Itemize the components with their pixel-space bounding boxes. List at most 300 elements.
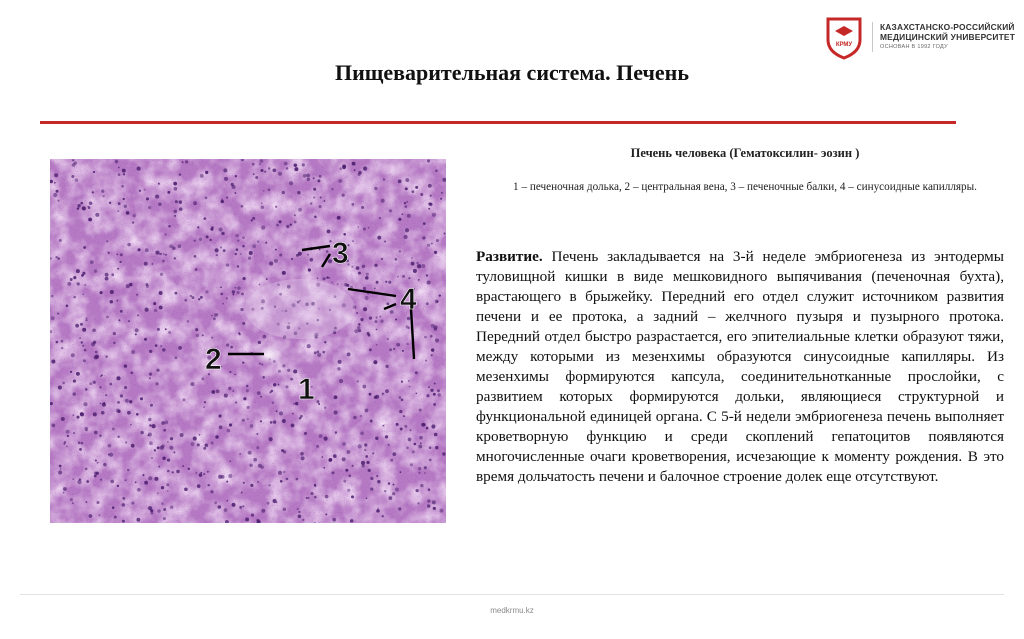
nucleus bbox=[149, 424, 151, 426]
nucleus bbox=[243, 277, 246, 280]
nucleus bbox=[111, 273, 114, 276]
footer-divider bbox=[20, 594, 1004, 595]
nucleus bbox=[410, 429, 412, 431]
nucleus bbox=[103, 402, 105, 404]
nucleus bbox=[175, 200, 178, 203]
nucleus bbox=[203, 473, 205, 475]
nucleus bbox=[127, 243, 131, 247]
nucleus bbox=[433, 507, 436, 510]
nucleus bbox=[124, 364, 127, 367]
nucleus bbox=[165, 328, 167, 330]
nucleus bbox=[144, 481, 148, 485]
nucleus bbox=[276, 501, 278, 503]
nucleus bbox=[205, 197, 208, 200]
nucleus bbox=[163, 429, 166, 432]
nucleus bbox=[425, 360, 427, 362]
nucleus bbox=[137, 167, 141, 171]
nucleus bbox=[167, 191, 170, 194]
nucleus bbox=[108, 444, 112, 448]
nucleus bbox=[220, 286, 222, 288]
nucleus bbox=[282, 191, 285, 194]
nucleus bbox=[415, 392, 417, 394]
nucleus bbox=[276, 224, 279, 227]
nucleus bbox=[339, 379, 343, 383]
nucleus bbox=[174, 210, 177, 213]
nucleus bbox=[429, 446, 432, 449]
nucleus bbox=[157, 492, 159, 494]
nucleus bbox=[155, 251, 159, 255]
nucleus bbox=[442, 452, 445, 455]
nucleus bbox=[112, 506, 115, 509]
nucleus bbox=[328, 277, 330, 279]
nucleus bbox=[415, 186, 418, 189]
nucleus bbox=[195, 268, 198, 271]
nucleus bbox=[405, 178, 409, 182]
nucleus bbox=[58, 385, 62, 389]
nucleus bbox=[338, 179, 342, 183]
nucleus bbox=[417, 502, 419, 504]
nucleus bbox=[118, 202, 121, 205]
nucleus bbox=[261, 226, 265, 230]
nucleus bbox=[129, 283, 132, 286]
nucleus bbox=[257, 481, 259, 483]
nucleus bbox=[218, 414, 221, 417]
nucleus bbox=[223, 249, 226, 252]
nucleus bbox=[334, 395, 338, 399]
nucleus bbox=[298, 514, 302, 518]
nucleus bbox=[61, 417, 65, 421]
nucleus bbox=[268, 167, 270, 169]
nucleus bbox=[369, 316, 372, 319]
nucleus bbox=[283, 471, 285, 473]
nucleus bbox=[342, 166, 345, 169]
nucleus bbox=[178, 244, 182, 248]
nucleus bbox=[203, 217, 206, 220]
nucleus bbox=[386, 302, 389, 305]
nucleus bbox=[117, 436, 119, 438]
nucleus bbox=[319, 205, 322, 208]
nucleus bbox=[242, 505, 244, 507]
tissue-texture bbox=[50, 159, 446, 523]
nucleus bbox=[70, 371, 72, 373]
nucleus bbox=[253, 458, 257, 462]
nucleus bbox=[363, 167, 367, 171]
nucleus bbox=[436, 239, 439, 242]
nucleus bbox=[429, 458, 432, 461]
nucleus bbox=[297, 191, 300, 194]
nucleus bbox=[66, 304, 69, 307]
nucleus bbox=[342, 442, 346, 446]
nucleus bbox=[374, 288, 376, 290]
nucleus bbox=[121, 503, 125, 507]
nucleus bbox=[245, 518, 249, 522]
nucleus bbox=[142, 474, 144, 476]
nucleus bbox=[431, 243, 433, 245]
nucleus bbox=[165, 254, 167, 256]
nucleus bbox=[414, 443, 417, 446]
nucleus bbox=[216, 254, 218, 256]
nucleus bbox=[85, 468, 88, 471]
nucleus bbox=[380, 320, 383, 323]
nucleus bbox=[93, 381, 96, 384]
nucleus bbox=[412, 190, 415, 193]
nucleus bbox=[75, 178, 79, 182]
nucleus bbox=[272, 168, 276, 172]
nucleus bbox=[199, 434, 201, 436]
nucleus bbox=[424, 336, 427, 339]
nucleus bbox=[440, 198, 442, 200]
nucleus bbox=[366, 497, 368, 499]
nucleus bbox=[174, 215, 176, 217]
nucleus bbox=[334, 410, 338, 414]
nucleus bbox=[88, 218, 92, 222]
nucleus bbox=[159, 306, 163, 310]
figure-legend: 1 – печеночная долька, 2 – центральная вена, 3 – печеночные балки, 4 – синусоидные капилляры. bbox=[513, 181, 977, 193]
nucleus bbox=[81, 442, 83, 444]
nucleus bbox=[261, 202, 263, 204]
nucleus bbox=[353, 416, 356, 419]
nucleus bbox=[411, 262, 415, 266]
nucleus bbox=[214, 501, 217, 504]
nucleus bbox=[395, 488, 399, 492]
nucleus bbox=[358, 323, 360, 325]
nucleus bbox=[381, 199, 385, 203]
nucleus bbox=[347, 450, 351, 454]
nucleus bbox=[51, 316, 55, 320]
nucleus bbox=[139, 190, 141, 192]
nucleus bbox=[259, 284, 261, 286]
nucleus bbox=[248, 257, 251, 260]
nucleus bbox=[229, 423, 232, 426]
nucleus bbox=[135, 481, 137, 483]
nucleus bbox=[435, 338, 439, 342]
nucleus bbox=[307, 254, 309, 256]
nucleus bbox=[417, 264, 421, 268]
nucleus bbox=[294, 214, 296, 216]
nucleus bbox=[105, 394, 107, 396]
nucleus bbox=[148, 418, 151, 421]
nucleus bbox=[200, 472, 202, 474]
nucleus bbox=[215, 435, 218, 438]
nucleus bbox=[150, 404, 153, 407]
nucleus bbox=[317, 179, 320, 182]
nucleus bbox=[255, 176, 258, 179]
nucleus bbox=[377, 508, 379, 510]
nucleus bbox=[427, 280, 431, 284]
nucleus bbox=[167, 490, 169, 492]
nucleus bbox=[89, 514, 93, 518]
nucleus bbox=[112, 428, 115, 431]
nucleus bbox=[304, 432, 307, 435]
nucleus bbox=[73, 392, 76, 395]
nucleus bbox=[220, 247, 222, 249]
university-name-line2: МЕДИЦИНСКИЙ УНИВЕРСИТЕТ bbox=[880, 32, 1016, 42]
nucleus bbox=[72, 414, 74, 416]
nucleus bbox=[407, 214, 411, 218]
nucleus bbox=[352, 240, 354, 242]
nucleus bbox=[266, 502, 269, 505]
nucleus bbox=[299, 417, 302, 420]
nucleus bbox=[166, 483, 169, 486]
nucleus bbox=[205, 171, 208, 174]
nucleus bbox=[403, 415, 405, 417]
nucleus bbox=[325, 495, 329, 499]
nucleus bbox=[188, 468, 190, 470]
nucleus bbox=[316, 445, 319, 448]
nucleus bbox=[70, 498, 73, 501]
nucleus bbox=[265, 242, 267, 244]
nucleus bbox=[266, 278, 268, 280]
nucleus bbox=[243, 482, 245, 484]
nucleus bbox=[54, 173, 58, 177]
university-crest-icon bbox=[824, 16, 864, 60]
nucleus bbox=[251, 514, 254, 517]
nucleus bbox=[199, 473, 203, 477]
nucleus bbox=[93, 341, 96, 344]
figure-label-2: 2 bbox=[205, 343, 222, 376]
nucleus bbox=[405, 228, 409, 232]
nucleus bbox=[278, 370, 281, 373]
nucleus bbox=[287, 369, 290, 372]
nucleus bbox=[92, 328, 96, 332]
nucleus bbox=[160, 345, 162, 347]
nucleus bbox=[136, 413, 139, 416]
nucleus bbox=[272, 402, 275, 405]
nucleus bbox=[278, 172, 282, 176]
nucleus bbox=[307, 497, 309, 499]
nucleus bbox=[170, 437, 173, 440]
nucleus bbox=[365, 455, 368, 458]
nucleus bbox=[161, 486, 164, 489]
nucleus bbox=[385, 435, 388, 438]
nucleus bbox=[66, 445, 68, 447]
nucleus bbox=[369, 349, 372, 352]
nucleus bbox=[224, 508, 228, 512]
nucleus bbox=[146, 285, 149, 288]
nucleus bbox=[211, 390, 215, 394]
nucleus bbox=[148, 476, 152, 480]
nucleus bbox=[149, 441, 153, 445]
nucleus bbox=[194, 239, 196, 241]
nucleus bbox=[302, 163, 305, 166]
nucleus bbox=[226, 343, 229, 346]
nucleus bbox=[439, 294, 441, 296]
nucleus bbox=[162, 260, 165, 263]
nucleus bbox=[253, 173, 255, 175]
nucleus bbox=[156, 382, 159, 385]
nucleus bbox=[388, 444, 390, 446]
nucleus bbox=[197, 226, 199, 228]
nucleus bbox=[273, 420, 276, 423]
nucleus bbox=[206, 235, 209, 238]
nucleus bbox=[404, 205, 407, 208]
nucleus bbox=[393, 484, 395, 486]
nucleus bbox=[200, 296, 203, 299]
nucleus bbox=[375, 395, 379, 399]
nucleus bbox=[259, 163, 261, 165]
nucleus bbox=[73, 296, 75, 298]
nucleus bbox=[99, 386, 101, 388]
nucleus bbox=[198, 298, 200, 300]
nucleus bbox=[76, 269, 80, 273]
nucleus bbox=[366, 273, 369, 276]
nucleus bbox=[294, 167, 298, 171]
nucleus bbox=[396, 423, 399, 426]
nucleus bbox=[298, 252, 302, 256]
nucleus bbox=[389, 209, 392, 212]
nucleus bbox=[157, 328, 160, 331]
nucleus bbox=[368, 469, 371, 472]
nucleus bbox=[96, 356, 98, 358]
nucleus bbox=[332, 518, 336, 522]
nucleus bbox=[384, 240, 386, 242]
nucleus bbox=[84, 349, 87, 352]
nucleus bbox=[424, 466, 427, 469]
nucleus bbox=[86, 480, 89, 483]
nucleus bbox=[251, 219, 253, 221]
nucleus bbox=[219, 425, 223, 429]
nucleus bbox=[376, 344, 378, 346]
nucleus bbox=[270, 421, 273, 424]
nucleus bbox=[242, 245, 244, 247]
body-paragraph bbox=[476, 247, 1004, 487]
nucleus bbox=[173, 182, 177, 186]
nucleus bbox=[151, 457, 153, 459]
nucleus bbox=[427, 499, 430, 502]
nucleus bbox=[363, 227, 366, 230]
nucleus bbox=[351, 203, 354, 206]
nucleus bbox=[375, 316, 377, 318]
nucleus bbox=[438, 393, 441, 396]
nucleus bbox=[348, 475, 351, 478]
nucleus bbox=[237, 265, 239, 267]
nucleus bbox=[84, 284, 86, 286]
nucleus bbox=[155, 195, 159, 199]
nucleus bbox=[388, 496, 392, 500]
nucleus bbox=[148, 434, 150, 436]
nucleus bbox=[72, 478, 74, 480]
nucleus bbox=[434, 251, 437, 254]
nucleus bbox=[249, 464, 253, 468]
nucleus bbox=[401, 381, 403, 383]
nucleus bbox=[234, 287, 236, 289]
nucleus bbox=[433, 393, 436, 396]
nucleus bbox=[291, 258, 293, 260]
nucleus bbox=[63, 487, 67, 491]
nucleus bbox=[179, 200, 182, 203]
nucleus bbox=[379, 316, 381, 318]
nucleus bbox=[260, 420, 262, 422]
nucleus bbox=[307, 344, 311, 348]
nucleus bbox=[105, 277, 109, 281]
nucleus bbox=[317, 277, 319, 279]
nucleus bbox=[106, 240, 108, 242]
nucleus bbox=[109, 383, 112, 386]
nucleus bbox=[406, 201, 408, 203]
nucleus bbox=[431, 424, 435, 428]
nucleus bbox=[174, 292, 177, 295]
nucleus bbox=[156, 369, 159, 372]
nucleus bbox=[63, 492, 65, 494]
nucleus bbox=[314, 496, 317, 499]
nucleus bbox=[126, 211, 130, 215]
nucleus bbox=[213, 317, 216, 320]
nucleus bbox=[80, 412, 84, 416]
body-lead: Развитие. bbox=[476, 248, 543, 265]
nucleus bbox=[161, 502, 164, 505]
nucleus bbox=[242, 236, 245, 239]
nucleus bbox=[324, 407, 326, 409]
nucleus bbox=[278, 471, 282, 475]
nucleus bbox=[125, 441, 127, 443]
nucleus bbox=[73, 276, 76, 279]
nucleus bbox=[236, 248, 239, 251]
nucleus bbox=[374, 320, 377, 323]
nucleus bbox=[113, 332, 116, 335]
nucleus bbox=[117, 401, 120, 404]
nucleus bbox=[174, 187, 178, 191]
nucleus bbox=[354, 169, 356, 171]
nucleus bbox=[118, 319, 120, 321]
nucleus bbox=[376, 281, 379, 284]
nucleus bbox=[195, 328, 198, 331]
nucleus bbox=[60, 468, 62, 470]
nucleus bbox=[356, 312, 358, 314]
nucleus bbox=[197, 443, 200, 446]
nucleus bbox=[235, 401, 237, 403]
nucleus bbox=[145, 308, 149, 312]
nucleus bbox=[381, 258, 383, 260]
nucleus bbox=[259, 363, 261, 365]
nucleus bbox=[85, 388, 88, 391]
nucleus bbox=[399, 410, 402, 413]
nucleus bbox=[387, 338, 389, 340]
nucleus bbox=[167, 458, 170, 461]
nucleus bbox=[275, 249, 277, 251]
liver-micrograph bbox=[50, 159, 446, 523]
nucleus bbox=[72, 159, 74, 161]
nucleus bbox=[97, 462, 99, 464]
nucleus bbox=[409, 386, 411, 388]
nucleus bbox=[216, 390, 220, 394]
nucleus bbox=[128, 320, 130, 322]
nucleus bbox=[352, 162, 356, 166]
nucleus bbox=[152, 424, 156, 428]
nucleus bbox=[109, 202, 111, 204]
nucleus bbox=[210, 228, 213, 231]
nucleus bbox=[252, 163, 255, 166]
nucleus bbox=[77, 204, 80, 207]
nucleus bbox=[374, 187, 378, 191]
nucleus bbox=[61, 347, 64, 350]
nucleus bbox=[117, 210, 119, 212]
nucleus bbox=[428, 208, 430, 210]
nucleus bbox=[260, 169, 263, 172]
nucleus bbox=[182, 161, 184, 163]
nucleus bbox=[80, 202, 83, 205]
nucleus bbox=[59, 239, 62, 242]
nucleus bbox=[191, 442, 195, 446]
nucleus bbox=[153, 302, 156, 305]
nucleus bbox=[276, 410, 278, 412]
nucleus bbox=[398, 180, 402, 184]
nucleus bbox=[256, 446, 259, 449]
nucleus bbox=[269, 391, 271, 393]
nucleus bbox=[85, 319, 87, 321]
nucleus bbox=[222, 303, 224, 305]
nucleus bbox=[362, 464, 365, 467]
nucleus bbox=[237, 286, 241, 290]
